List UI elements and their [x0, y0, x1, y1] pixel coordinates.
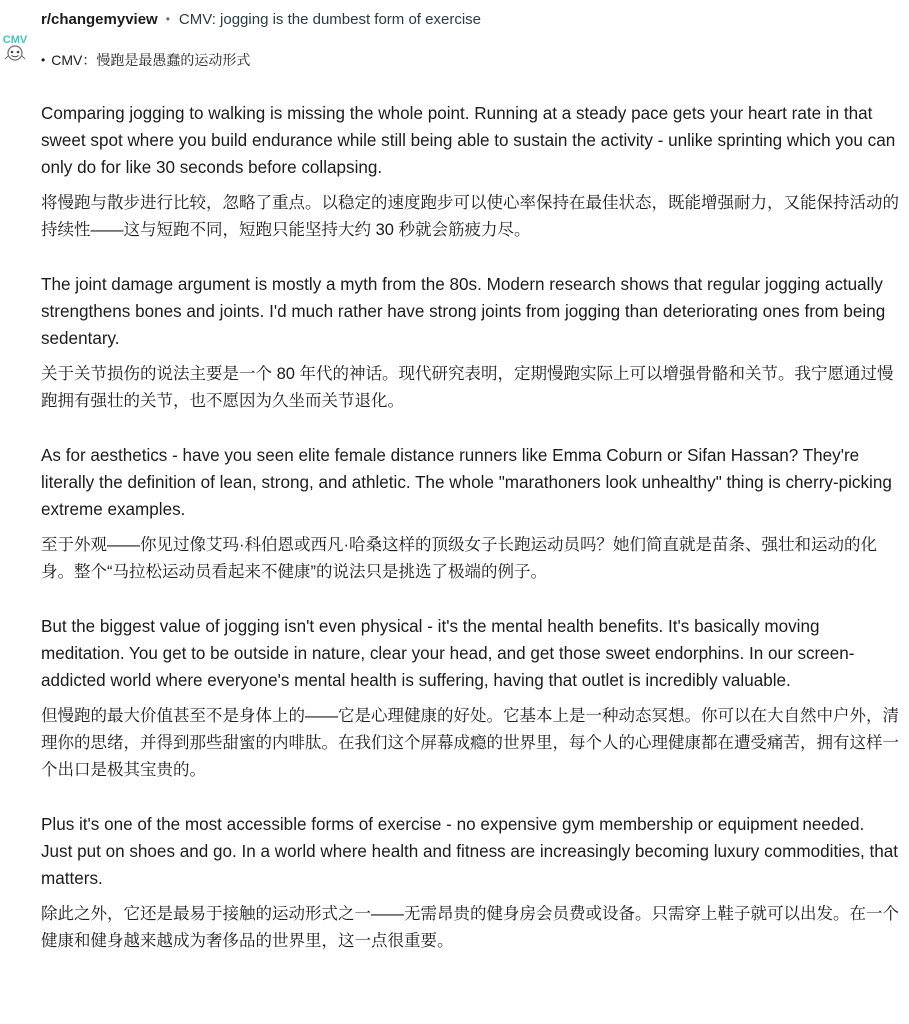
paragraph-english: But the biggest value of jogging isn't even physical - it's the mental health benefits. It's basically moving meditation. You get to be outside in nature, clear your head, and get those sweet endorphins. In our screen-addicted world where everyone's mental health is suffering, having that outlet is incredibly valuable. [41, 617, 855, 690]
subtitle-bullet: • [41, 53, 46, 67]
post-header [41, 9, 481, 29]
paragraph-english: Comparing jogging to walking is missing the whole point. Running at a steady pace gets your heart rate in that sweet spot where you build endurance while still being able to sustain the activity - unlike sprinting which you can only do for like 30 seconds before collapsing. [41, 104, 896, 177]
subreddit-link[interactable]: r/changemyview [41, 10, 158, 28]
post-title-link[interactable]: CMV: jogging is the dumbest form of exercise [178, 10, 481, 28]
paragraph-chinese: 但慢跑的最大价值甚至不是身体上的——它是心理健康的好处。它基本上是一种动态冥想。你可以在大自然中户外，清理你的思绪，并得到那些甜蜜的内啡肽。在我们这个屏幕成瘾的世界里，每个人的心理健康都在遭受痛苦，拥有这样一个出口是极其宝贵的。 [41, 707, 899, 779]
paragraph-chinese: 除此之外，它还是最易于接触的运动形式之一——无需昂贵的健身房会员费或设备。只需穿上鞋子就可以出发。在一个健康和健身越来越成为奢侈品的世界里，这一点很重要。 [41, 905, 899, 950]
paragraph-english: Plus it's one of the most accessible forms of exercise - no expensive gym membership or equipment needed. Just put on shoes and go. In a world where health and fitness are increasingly becoming luxury commodities, that matters. [41, 815, 899, 888]
paragraph-block [41, 811, 899, 955]
cmv-logo-text: CMV [2, 34, 28, 46]
comment-body [41, 100, 899, 982]
post-subtitle [41, 50, 250, 70]
cmv-subreddit-icon[interactable] [1, 32, 31, 62]
paragraph-english: The joint damage argument is mostly a myth from the 80s. Modern research shows that regular jogging actually strengthens bones and joints. I'd much rather have strong joints from jogging than deteriorating ones from being sedentary. [41, 275, 886, 348]
paragraph-chinese: 至于外观——你见过像艾玛·科伯恩或西凡·哈桑这样的顶级女子长跑运动员吗？她们简直就是苗条、强壮和运动的化身。整个“马拉松运动员看起来不健康”的说法只是挑选了极端的例子。 [41, 536, 877, 581]
paragraph-block [41, 100, 899, 244]
cmv-logo-graphic [1, 32, 31, 62]
subtitle-translation: CMV：慢跑是最愚蠢的运动形式 [51, 52, 251, 68]
header-separator: • [165, 12, 170, 26]
paragraph-block [41, 442, 899, 586]
paragraph-block [41, 613, 899, 784]
paragraph-block [41, 271, 899, 415]
paragraph-chinese: 将慢跑与散步进行比较，忽略了重点。以稳定的速度跑步可以使心率保持在最佳状态，既能增强耐力，又能保持活动的持续性——这与短跑不同，短跑只能坚持大约 30 秒就会筋疲力尽。 [41, 194, 899, 239]
paragraph-chinese: 关于关节损伤的说法主要是一个 80 年代的神话。现代研究表明，定期慢跑实际上可以增强骨骼和关节。我宁愿通过慢跑拥有强壮的关节，也不愿因为久坐而关节退化。 [41, 365, 894, 410]
paragraph-english: As for aesthetics - have you seen elite female distance runners like Emma Coburn or Sifan Hassan? They're literally the definition of lean, strong, and athletic. The whole "marathoners look unhealthy" thing is cherry-picking extreme examples. [41, 446, 892, 519]
